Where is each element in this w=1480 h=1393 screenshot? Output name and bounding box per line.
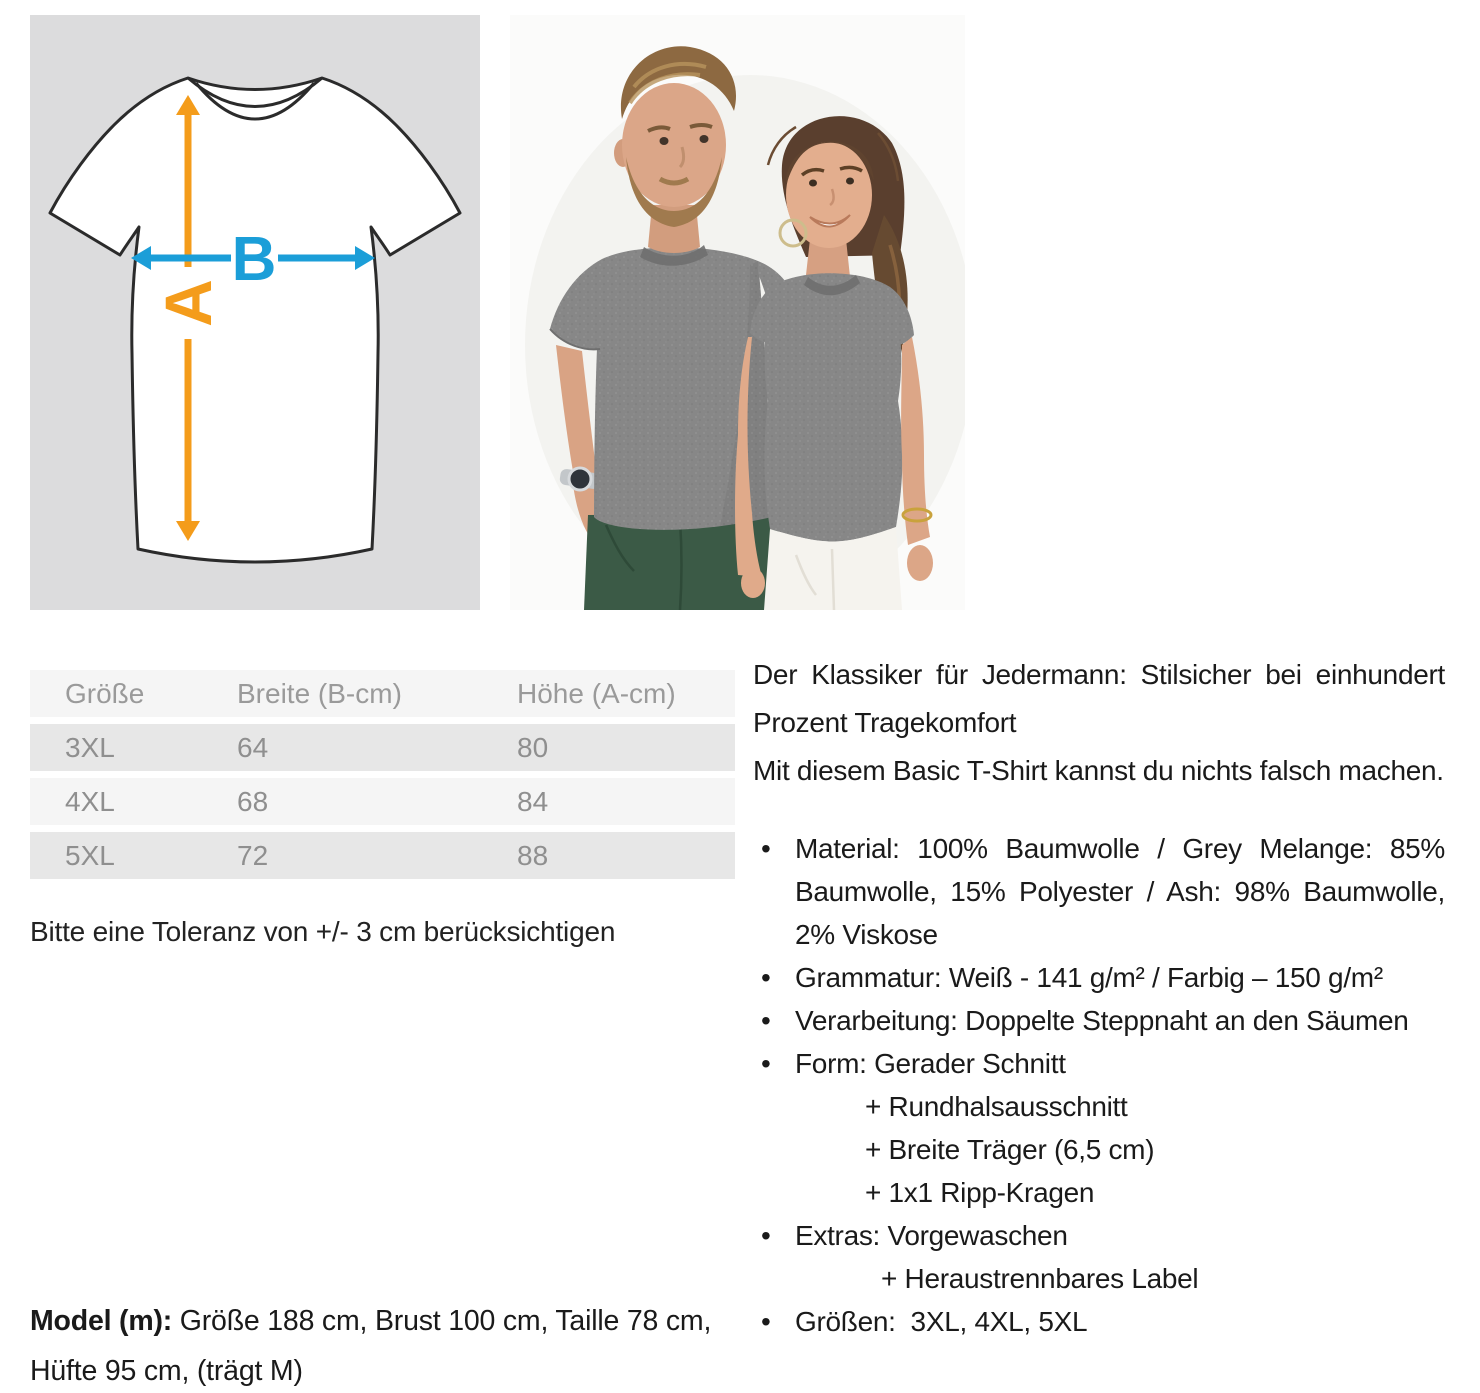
feature-text: Form: Gerader Schnitt (795, 1048, 1066, 1079)
height-cell: 84 (517, 785, 549, 817)
size-table (30, 663, 735, 886)
product-description (753, 651, 1445, 1343)
model-info (30, 1296, 750, 1393)
tshirt-outline (50, 78, 460, 562)
column-header-breite: Breite (B-cm) (237, 677, 402, 709)
intro-paragraph: Mit diesem Basic T-Shirt kannst du nichts falsch machen. (753, 755, 1444, 786)
feature-grammatur (753, 956, 1445, 999)
column-header-hoehe: Höhe (A-cm) (517, 677, 676, 709)
size-cell: 4XL (65, 785, 115, 817)
feature-material (753, 827, 1445, 956)
feature-text: Extras: Vorgewaschen (795, 1220, 1068, 1251)
feature-groessen (753, 1300, 1445, 1343)
feature-verarbeitung (753, 999, 1445, 1042)
column-header-groesse: Größe (65, 677, 145, 709)
width-cell: 64 (237, 731, 269, 763)
height-cell: 88 (517, 839, 549, 871)
tolerance-note: Bitte eine Toleranz von +/- 3 cm berücksichtigen (30, 916, 616, 947)
model-info-text: Größe 188 cm, Brust 100 cm, Taille 78 cm, Hüfte 95 cm, (trägt M) (30, 1305, 712, 1387)
feature-text: Verarbeitung: Doppelte Steppnaht an den Säumen (795, 1005, 1409, 1036)
intro-paragraph: Der Klassiker für Jedermann: Stilsicher bei einhundert Prozent Tragekomfort (753, 659, 1445, 738)
table-row (30, 832, 735, 879)
table-row (30, 778, 735, 825)
feature-extras (753, 1214, 1445, 1300)
feature-text: Größen: 3XL, 4XL, 5XL (795, 1306, 1088, 1337)
feature-list (753, 827, 1445, 1343)
model-info-label: Model (m): (30, 1305, 173, 1337)
feature-text: Grammatur: Weiß - 141 g/m² / Farbig – 150 g/m² (795, 962, 1383, 993)
tshirt-measurement-diagram (30, 15, 480, 610)
height-cell: 80 (517, 731, 549, 763)
feature-subline: + Breite Träger (6,5 cm) (865, 1134, 1155, 1165)
width-label-b: B (231, 225, 277, 294)
feature-subline: + Heraustrennbares Label (881, 1263, 1199, 1294)
feature-form (753, 1042, 1445, 1214)
feature-text: Material: 100% Baumwolle / Grey Melange: 85% Baumwolle, 15% Polyester / Ash: 98% Baumwolle, 2% Viskose (795, 833, 1445, 950)
size-table-header-row (30, 670, 735, 717)
feature-subline: + 1x1 Ripp-Kragen (865, 1177, 1095, 1208)
woman-tshirt (764, 273, 902, 541)
height-label-a: A (151, 279, 225, 327)
table-row (30, 724, 735, 771)
size-cell: 3XL (65, 731, 115, 763)
product-photo (510, 15, 965, 610)
feature-subline: + Rundhalsausschnitt (865, 1091, 1128, 1122)
size-diagram-panel (30, 15, 480, 610)
couple-wearing-grey-tshirts-photo (510, 15, 965, 610)
width-cell: 68 (237, 785, 269, 817)
width-cell: 72 (237, 839, 269, 871)
size-cell: 5XL (65, 839, 115, 871)
